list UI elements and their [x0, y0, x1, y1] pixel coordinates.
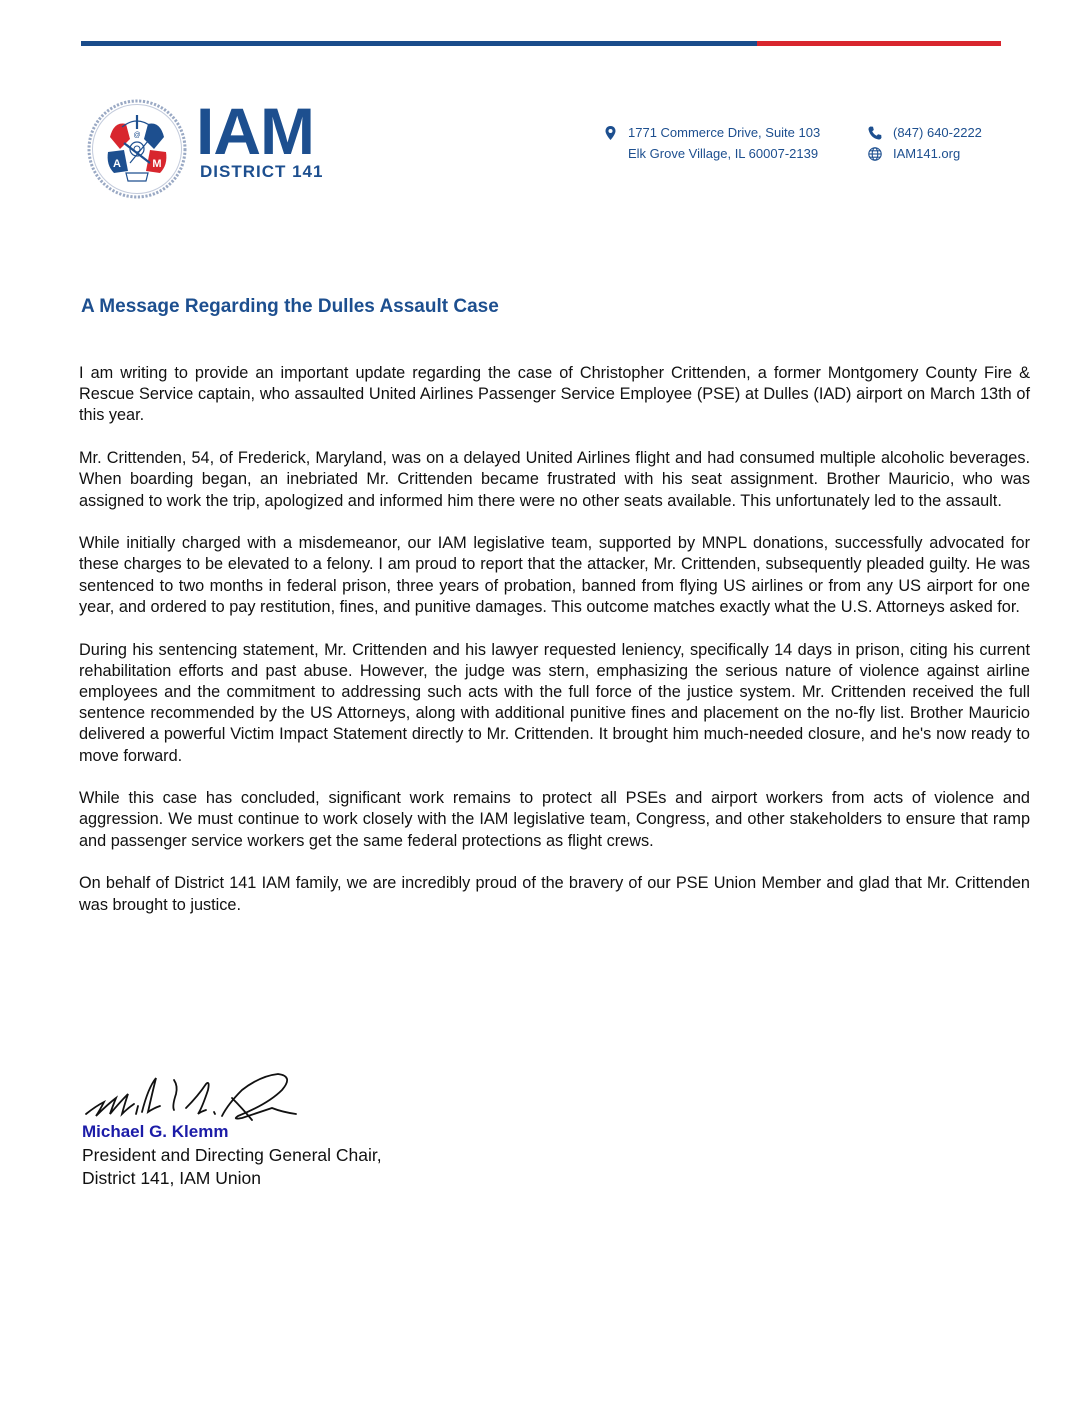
signer-name: Michael G. Klemm — [82, 1122, 229, 1141]
header-bar-red — [757, 41, 1001, 46]
iam-emblem-logo-icon — [84, 97, 190, 201]
paragraph: While initially charged with a misdemeanor, our IAM legislative team, supported by MNPL donations, successfully advocated for these charges to be elevated to a felony. I am proud to report that the attacker, Mr. Crittenden, subsequently pleaded guilty. He was sentenced to two months in federal prison, three years of probation, banned from flying US airlines or from any US airport for one year, and ordered to pay restitution, fines, and punitive damages. This outcome matches exactly what the U.S. Attorneys asked for. — [79, 534, 1030, 616]
address-line-1: 1771 Commerce Drive, Suite 103 — [628, 125, 821, 140]
signature-block — [82, 1120, 382, 1191]
paragraph: I am writing to provide an important update regarding the case of Christopher Crittenden, a former Montgomery County Fire & Rescue Service captain, who assaulted United Airlines Passenger Service Employee (PSE) at Dulles (IAD) airport on March 13th of this year. — [79, 364, 1030, 425]
phone-number[interactable]: (847) 640-2222 — [893, 125, 982, 140]
paragraph: While this case has concluded, significant work remains to protect all PSEs and airport workers from acts of violence and aggression. We must continue to work closely with the IAM legislative team, Congress, and other stakeholders to ensure that ramp and passenger service workers get the same federal protections as flight crews. — [79, 789, 1030, 850]
signer-title-line-2: District 141, IAM Union — [82, 1168, 261, 1188]
header-bar-blue — [81, 41, 757, 46]
phone-icon — [867, 125, 883, 141]
signer-title-line-1: President and Directing General Chair, — [82, 1144, 382, 1165]
letter-title: A Message Regarding the Dulles Assault Case — [81, 296, 499, 317]
brand-district: DISTRICT 141 — [200, 162, 324, 181]
map-pin-icon — [602, 125, 618, 141]
svg-text:A: A — [113, 158, 121, 170]
svg-text:@: @ — [133, 132, 141, 139]
paragraph: During his sentencing statement, Mr. Crittenden and his lawyer requested leniency, specifically 14 days in prison, citing his current rehabilitation efforts and past abuse. However, the judge was stern, emphasizing the serious nature of violence against airline employees and the commitment to addressing such acts with the full force of the justice system. Mr. Crittenden received the full sentence recommended by the US Attorneys, along with additional punitive fines and placement on the no-fly list. Brother Mauricio delivered a powerful Victim Impact Statement directly to Mr. Crittenden. It brought him much-needed closure, and he's now ready to move forward. — [79, 640, 1030, 765]
svg-text:M: M — [152, 158, 162, 170]
contact-address — [602, 122, 820, 164]
paragraph: On behalf of District 141 IAM family, we are incredibly proud of the bravery of our PSE Union Member and glad that Mr. Crittenden was brought to justice. — [79, 874, 1030, 914]
contact-web-phone — [867, 122, 982, 164]
paragraph: Mr. Crittenden, 54, of Frederick, Maryland, was on a delayed United Airlines flight and had consumed multiple alcoholic beverages. When boarding began, an inebriated Mr. Crittenden became frustrated with his seat assignment. Brother Mauricio, who was assigned to work the trip, apologized and informed him there were no other seats available. This unfortunately led to the assault. — [79, 449, 1030, 510]
website-link[interactable]: IAM141.org — [893, 146, 961, 161]
brand-acronym: IAM — [196, 94, 314, 168]
brand-wordmark — [196, 94, 324, 182]
globe-icon — [867, 146, 883, 162]
letter-body — [79, 363, 1030, 937]
address-line-2: Elk Grove Village, IL 60007-2139 — [628, 146, 819, 161]
header-color-bar — [81, 41, 1001, 46]
